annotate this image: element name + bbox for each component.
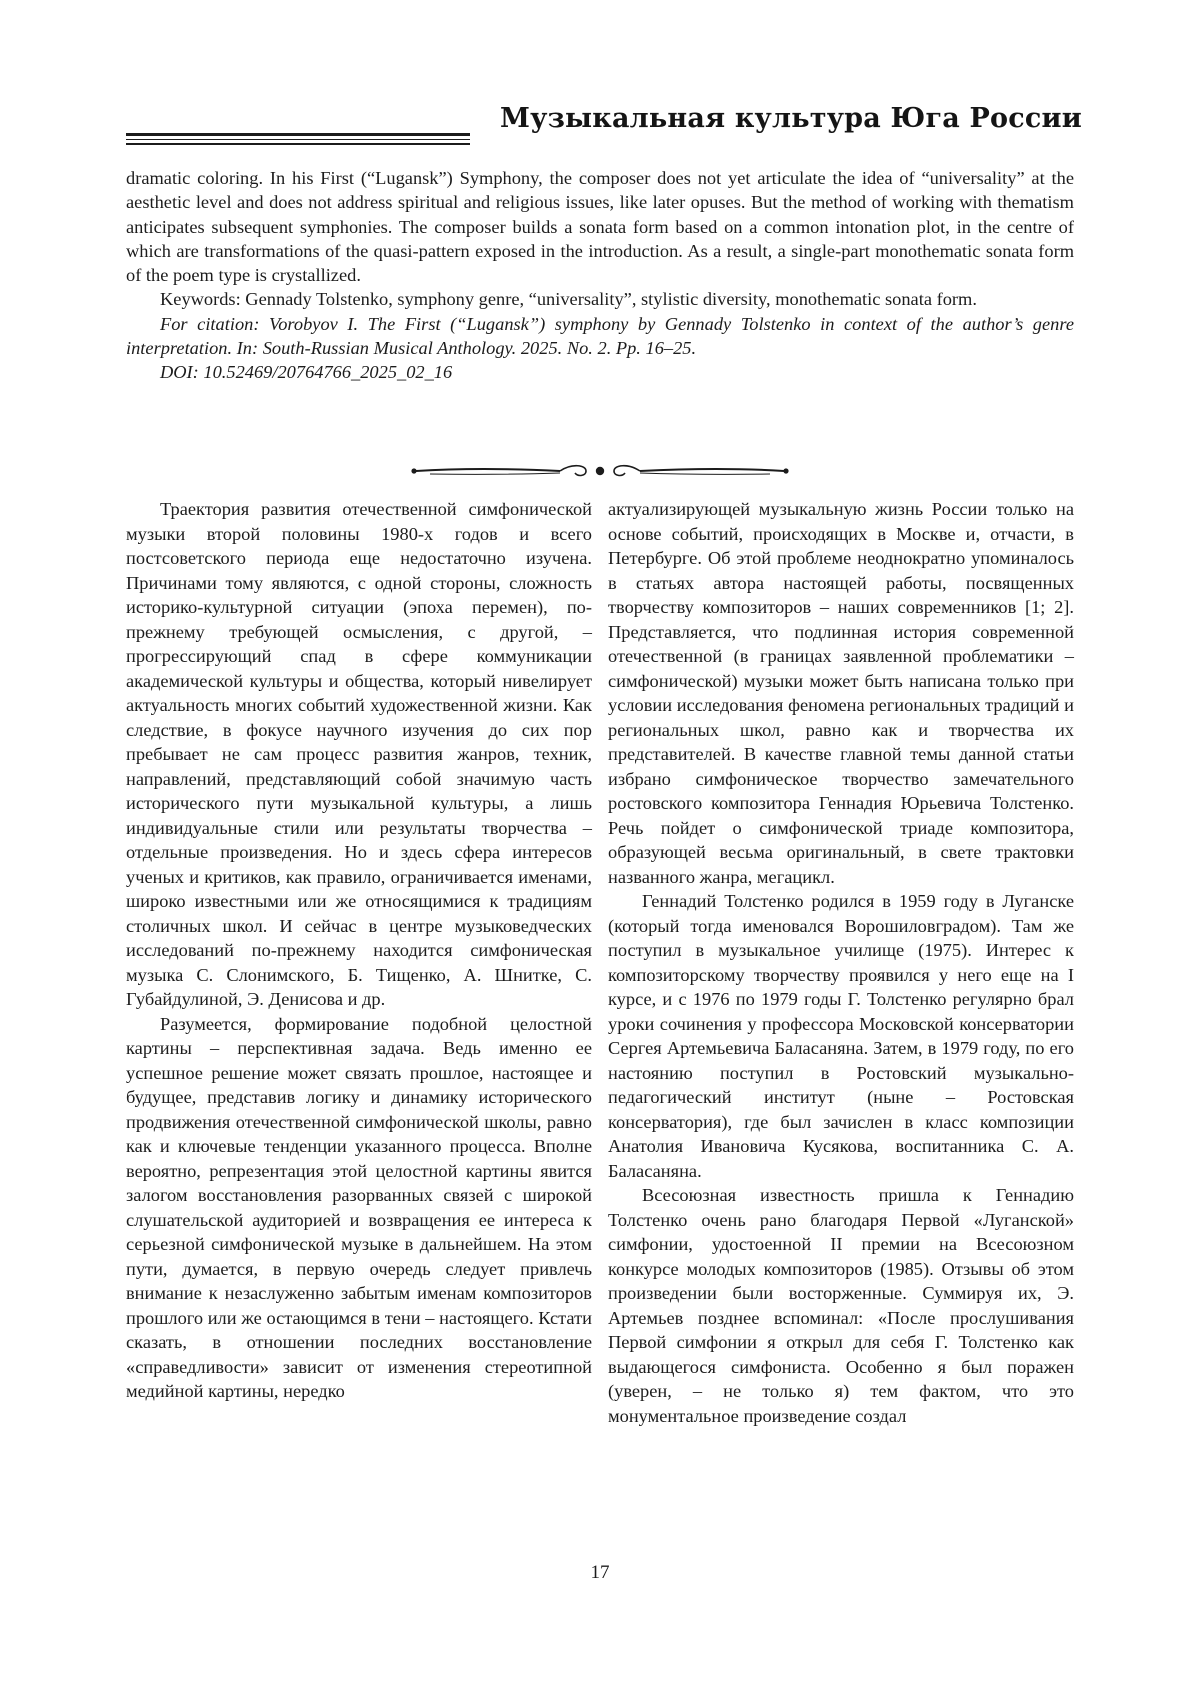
body-paragraph: актуализирующей музыкальную жизнь России только на основе событий, происходящих в Москве и, отчасти, в Петербурге. Об этой проблеме неоднократно упоминалось в статьях автора настоящей работы, посвященных творчеству композиторов – наших современников [1; 2]. Представляется, что подлинная история современной отечественной (в границах заявленной проблематики – симфонической) музыки может быть написана только при условии исследования феномена региональных традиций и региональных школ, равно как и творчества их представителей. В качестве главной темы данной статьи избрано симфоническое творчество замечательного ростовского композитора Геннадия Юрьевича Толстенко. Речь пойдет о симфонической триаде композитора, образующей весьма оригинальный, в свете трактовки названного жанра, мегацикл. — [608, 499, 1074, 887]
header-rule-thin — [126, 139, 470, 140]
ornamental-divider-icon — [410, 462, 790, 480]
body-paragraph: Траектория развития отечественной симфонической музыки второй половины 1980-х годов и всего постсоветского периода еще недостаточно изучена. Причинами тому являются, с одной стороны, сложность историко-культурной ситуации (эпоха перемен), по-прежнему требующей осмысления, с другой, – прогрессирующий спад в сфере коммуникации академической культуры и общества, который нивелирует актуальность многих событий художественной жизни. Как следствие, в фокусе научного изучения до сих пор пребывает не сам процесс развития жанров, техник, направлений, представляющий собой значимую часть исторического пути музыкальной культуры, а лишь индивидуальные стили или результаты творчества – отдельные произведения. Но и здесь сфера интересов ученых и критиков, как правило, ограничивается именами, широко известными или же относящимися к традициям столичных школ. И сейчас в центре музыковедческих исследований по-прежнему находится симфоническая музыка С. Слонимского, Б. Тищенко, А. Шнитке, С. Губайдулиной, Э. Денисова и др. — [126, 499, 592, 1009]
header-rule — [126, 133, 470, 145]
journal-title: Музыкальная культура Юга России — [500, 103, 1082, 134]
body-paragraph: Геннадий Толстенко родился в 1959 году в Луганске (который тогда именовался Ворошиловградом). Там же поступил в музыкальное училище (1975). Интерес к композиторскому творчеству проявился у него еще на I курсе, и с 1976 по 1979 годы Г. Толстенко регулярно брал уроки сочинения у профессора Московской консерватории Сергея Артемьевича Баласаняна. Затем, в 1979 году, по его настоянию поступил в Ростовский музыкально-педагогический институт (ныне – Ростовская консерватория), где был зачислен в класс композиции Анатолия Ивановича Кусякова, воспитанника С. А. Баласаняна. — [608, 891, 1074, 1181]
body-paragraph: Всесоюзная известность пришла к Геннадию Толстенко очень рано благодаря Первой «Луганской» симфонии, удостоенной II премии на Всесоюзном конкурсе молодых композиторов (1985). Отзывы об этом произведении были восторженные. Суммируя их, Э. Артемьев позднее вспоминал: «После прослушивания Первой симфонии я открыл для себя Г. Толстенко как выдающегося симфониста. Особенно я был поражен (уверен, – не только я) тем фактом, что это монументальное произведение создал — [608, 1185, 1074, 1426]
body-paragraph: Разумеется, формирование подобной целостной картины – перспективная задача. Ведь именно ее успешное решение может связать прошлое, настоящее и будущее, представив логику и динамику исторического продвижения отечественной симфонической школы, равно как и ключевые тенденции указанного процесса. Вполне вероятно, репрезентация этой целостной картины явится залогом восстановления разорванных связей с широкой слушательской аудиторией и возвращения ее интереса к серьезной симфонической музыке в дальнейшем. На этом пути, думается, в первую очередь следует привлечь внимание к незаслуженно забытым именам композиторов прошлого или же остающимся в тени – настоящего. Кстати сказать, в отношении последних восстановление «справедливости» зависит от изменения стереотипной медийной картины, нередко — [126, 1013, 592, 1401]
header-rule-medium — [126, 143, 470, 145]
page-number: 17 — [590, 1562, 610, 1583]
abstract-block — [126, 166, 1074, 385]
body-column-left — [126, 497, 592, 1404]
header-rule-thick — [126, 133, 470, 136]
body-column-right — [608, 497, 1074, 1428]
keywords: Keywords: Gennady Tolstenko, symphony genre, “universality”, stylistic diversity, monothematic sonata form. — [160, 289, 977, 310]
doi: DOI: 10.52469/20764766_2025_02_16 — [160, 362, 453, 383]
abstract-paragraph: dramatic coloring. In his First (“Lugansk”) Symphony, the composer does not yet articulate the idea of “universality” at the aesthetic level and does not address spiritual and religious issues, like later opuses. But the method of working with thematism anticipates subsequent symphonies. The composer builds a sonata form based on a common intonation plot, in the centre of which are transformations of the quasi-pattern exposed in the introduction. As a result, a single-part monothematic sonata form of the poem type is crystallized. — [126, 168, 1074, 286]
citation: For citation: Vorobyov I. The First (“Lugansk”) symphony by Gennady Tolstenko in context of the author’s genre interpretation. In: South-Russian Musical Anthology. 2025. No. 2. Pp. 16–25. — [126, 313, 1074, 359]
